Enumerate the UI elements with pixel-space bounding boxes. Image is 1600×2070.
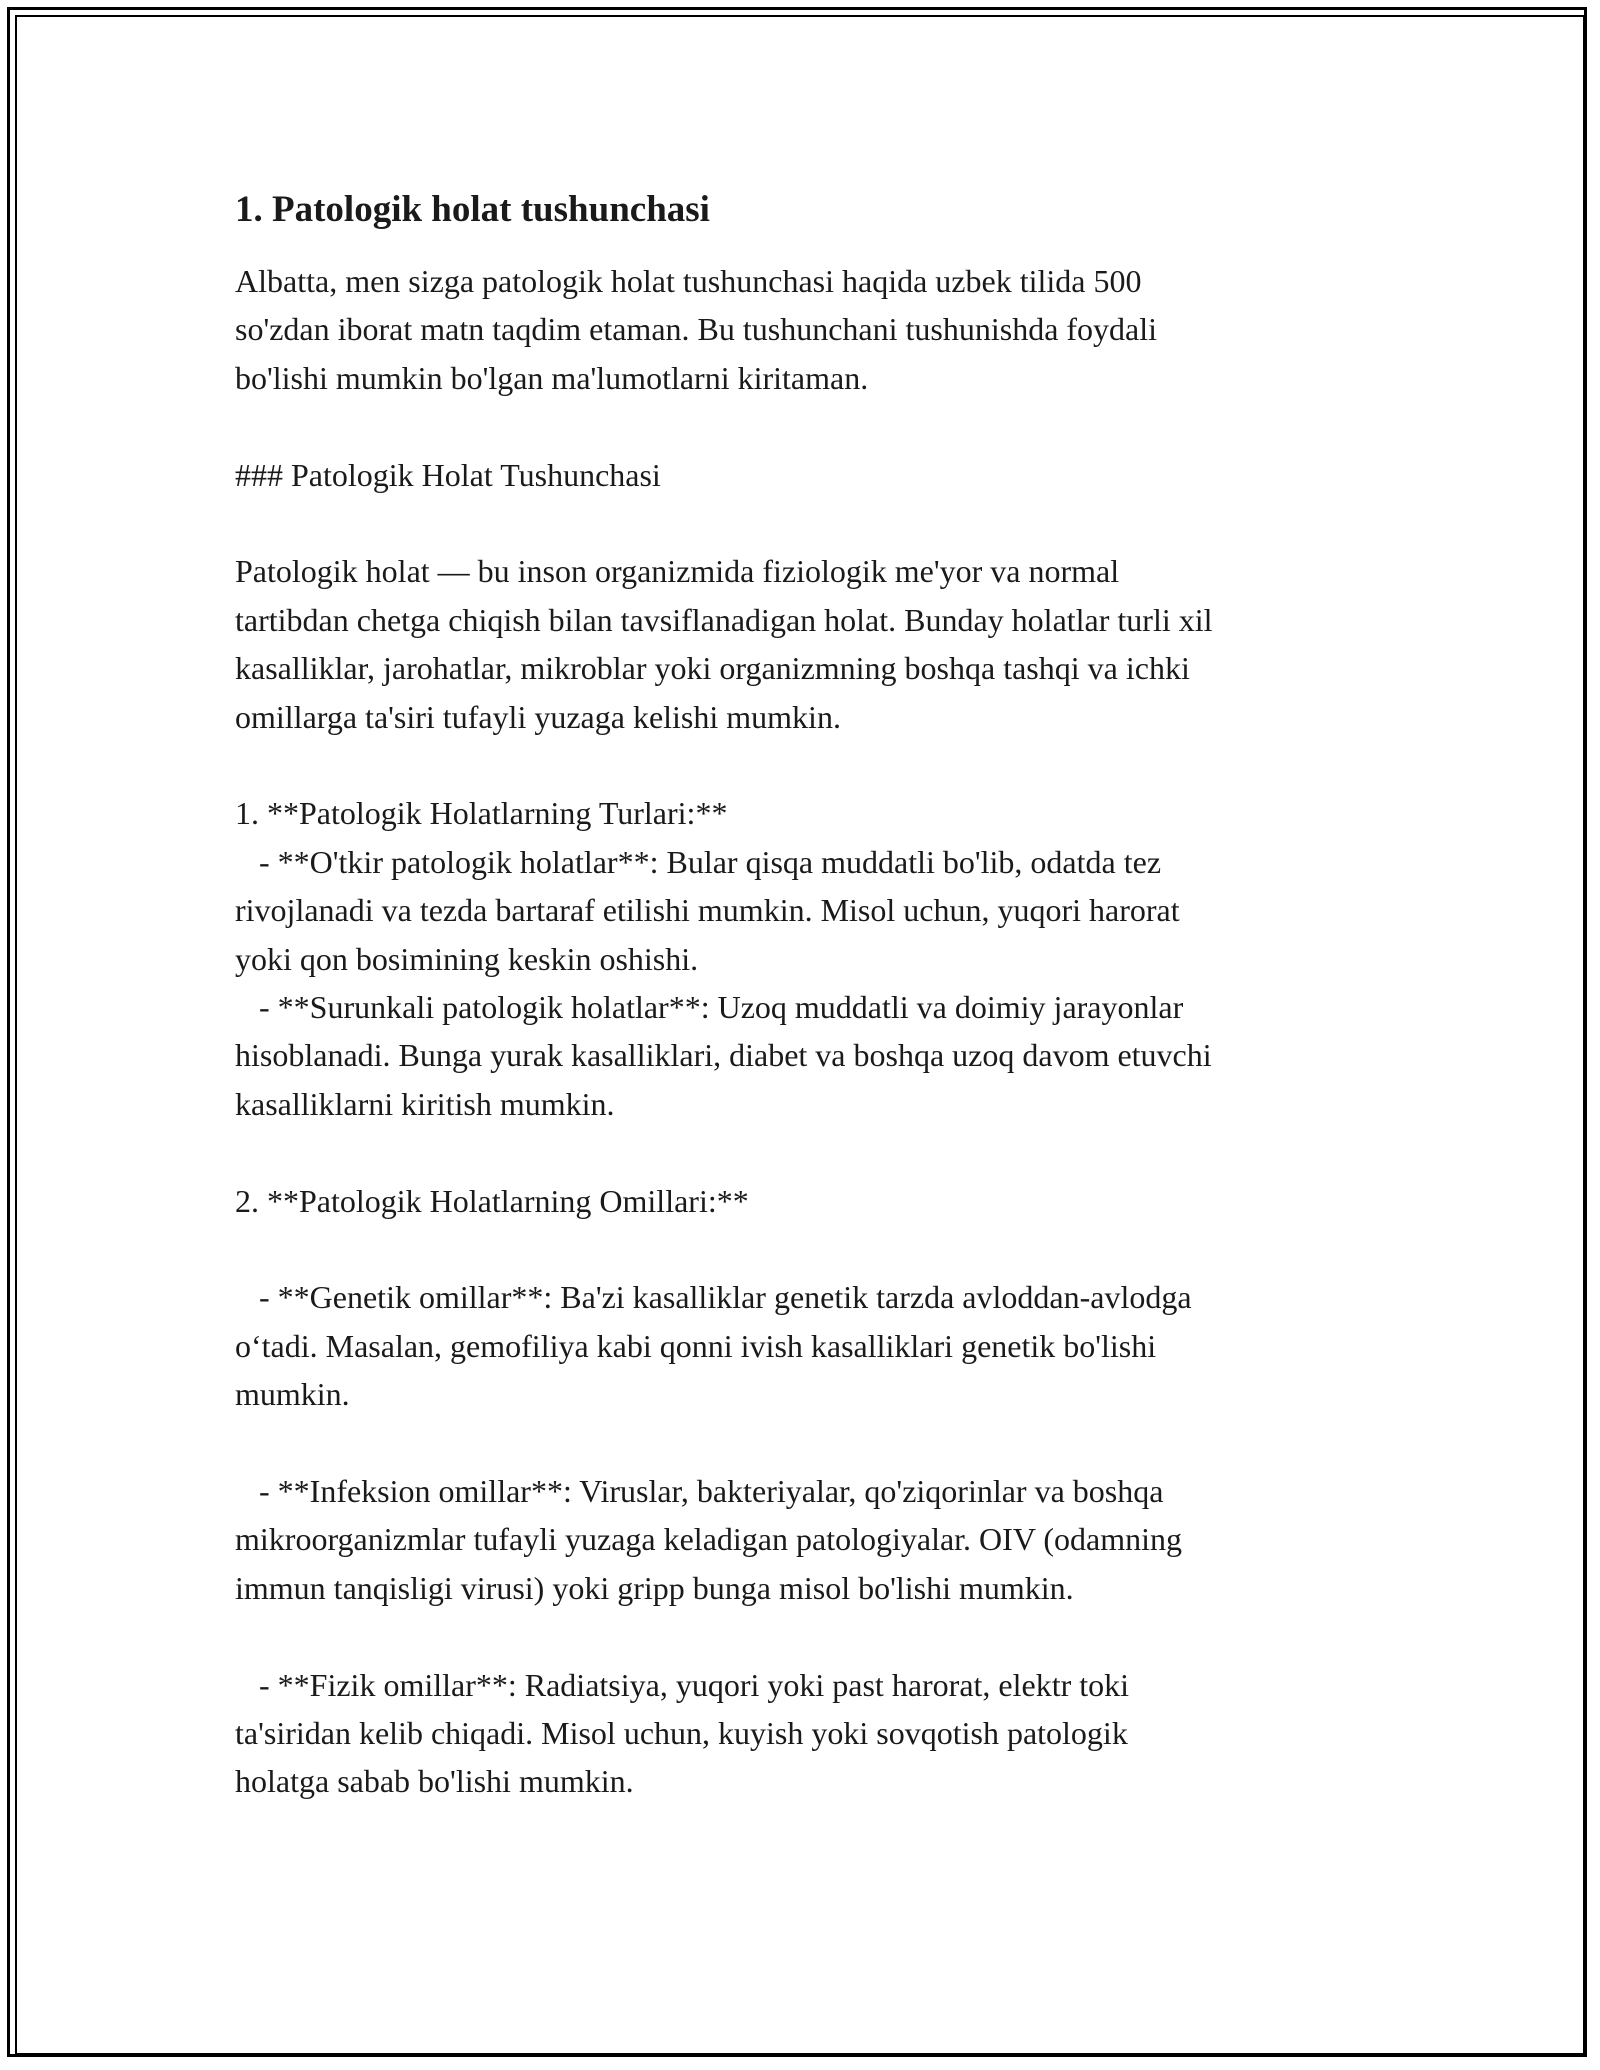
list-item-chronic: - **Surunkali patologik holatlar**: Uzoq muddatli va doimiy jarayonlar hisoblanadi. Bunga yurak kasalliklari, diabet va boshqa uzoq davom etuvchi kasalliklarni kiritish mumkin. <box>235 989 1212 1122</box>
list-item-acute: - **O'tkir patologik holatlar**: Bular qisqa muddatli bo'lib, odatda tez rivojlanadi va tezda bartaraf etilishi mumkin. Misol uchun, yuqori harorat yoki qon bosimining keskin oshishi. <box>235 843 1180 977</box>
intro-paragraph: Albatta, men sizga patologik holat tushunchasi haqida uzbek tilida 500 so'zdan iborat matn taqdim etaman. Bu tushunchani tushunishda foydali bo'lishi mumkin bo'lgan ma'lumotlarni kiritaman. <box>235 263 1158 396</box>
spacer <box>235 499 1375 547</box>
spacer <box>235 1225 1375 1273</box>
document-title: 1. Patologik holat tushunchasi <box>235 189 710 230</box>
spacer <box>235 1128 1375 1176</box>
spacer <box>235 741 1375 789</box>
list-item-infectious: - **Infeksion omillar**: Viruslar, bakteriyalar, qo'ziqorinlar va boshqa mikroorganizmlar tufayli yuzaga keladigan patologiyalar. OIV (odamning immun tanqisligi virusi) yoki gripp bunga misol bo'lishi mumkin. <box>235 1473 1182 1606</box>
spacer <box>235 1419 1375 1467</box>
definition-paragraph: Patologik holat — bu inson organizmida fiziologik me'yor va normal tartibdan chetga chiqish bilan tavsiflanadigan holat. Bunday holatlar turli xil kasalliklar, jarohatlar, mikroblar yoki organizmning boshqa tashqi va ichki omillarga ta'siri tufayli yuzaga kelishi mumkin. <box>235 553 1213 735</box>
subheading: ### Patologik Holat Tushunchasi <box>235 456 661 493</box>
section-2-heading: 2. **Patologik Holatlarning Omillari:** <box>235 1182 749 1219</box>
list-item-genetic: - **Genetik omillar**: Ba'zi kasalliklar genetik tarzda avloddan-avlodga o‘tadi. Masalan, gemofiliya kabi qonni ivish kasalliklari genetik bo'lishi mumkin. <box>235 1279 1192 1413</box>
spacer <box>235 402 1375 450</box>
document-body <box>235 186 1375 1806</box>
spacer <box>235 1612 1375 1660</box>
section-1-heading: 1. **Patologik Holatlarning Turlari:** <box>235 795 728 832</box>
list-item-physical: - **Fizik omillar**: Radiatsiya, yuqori yoki past harorat, elektr toki ta'siridan kelib chiqadi. Misol uchun, kuyish yoki sovqotish patologik holatga sabab bo'lishi mumkin. <box>235 1666 1130 1800</box>
